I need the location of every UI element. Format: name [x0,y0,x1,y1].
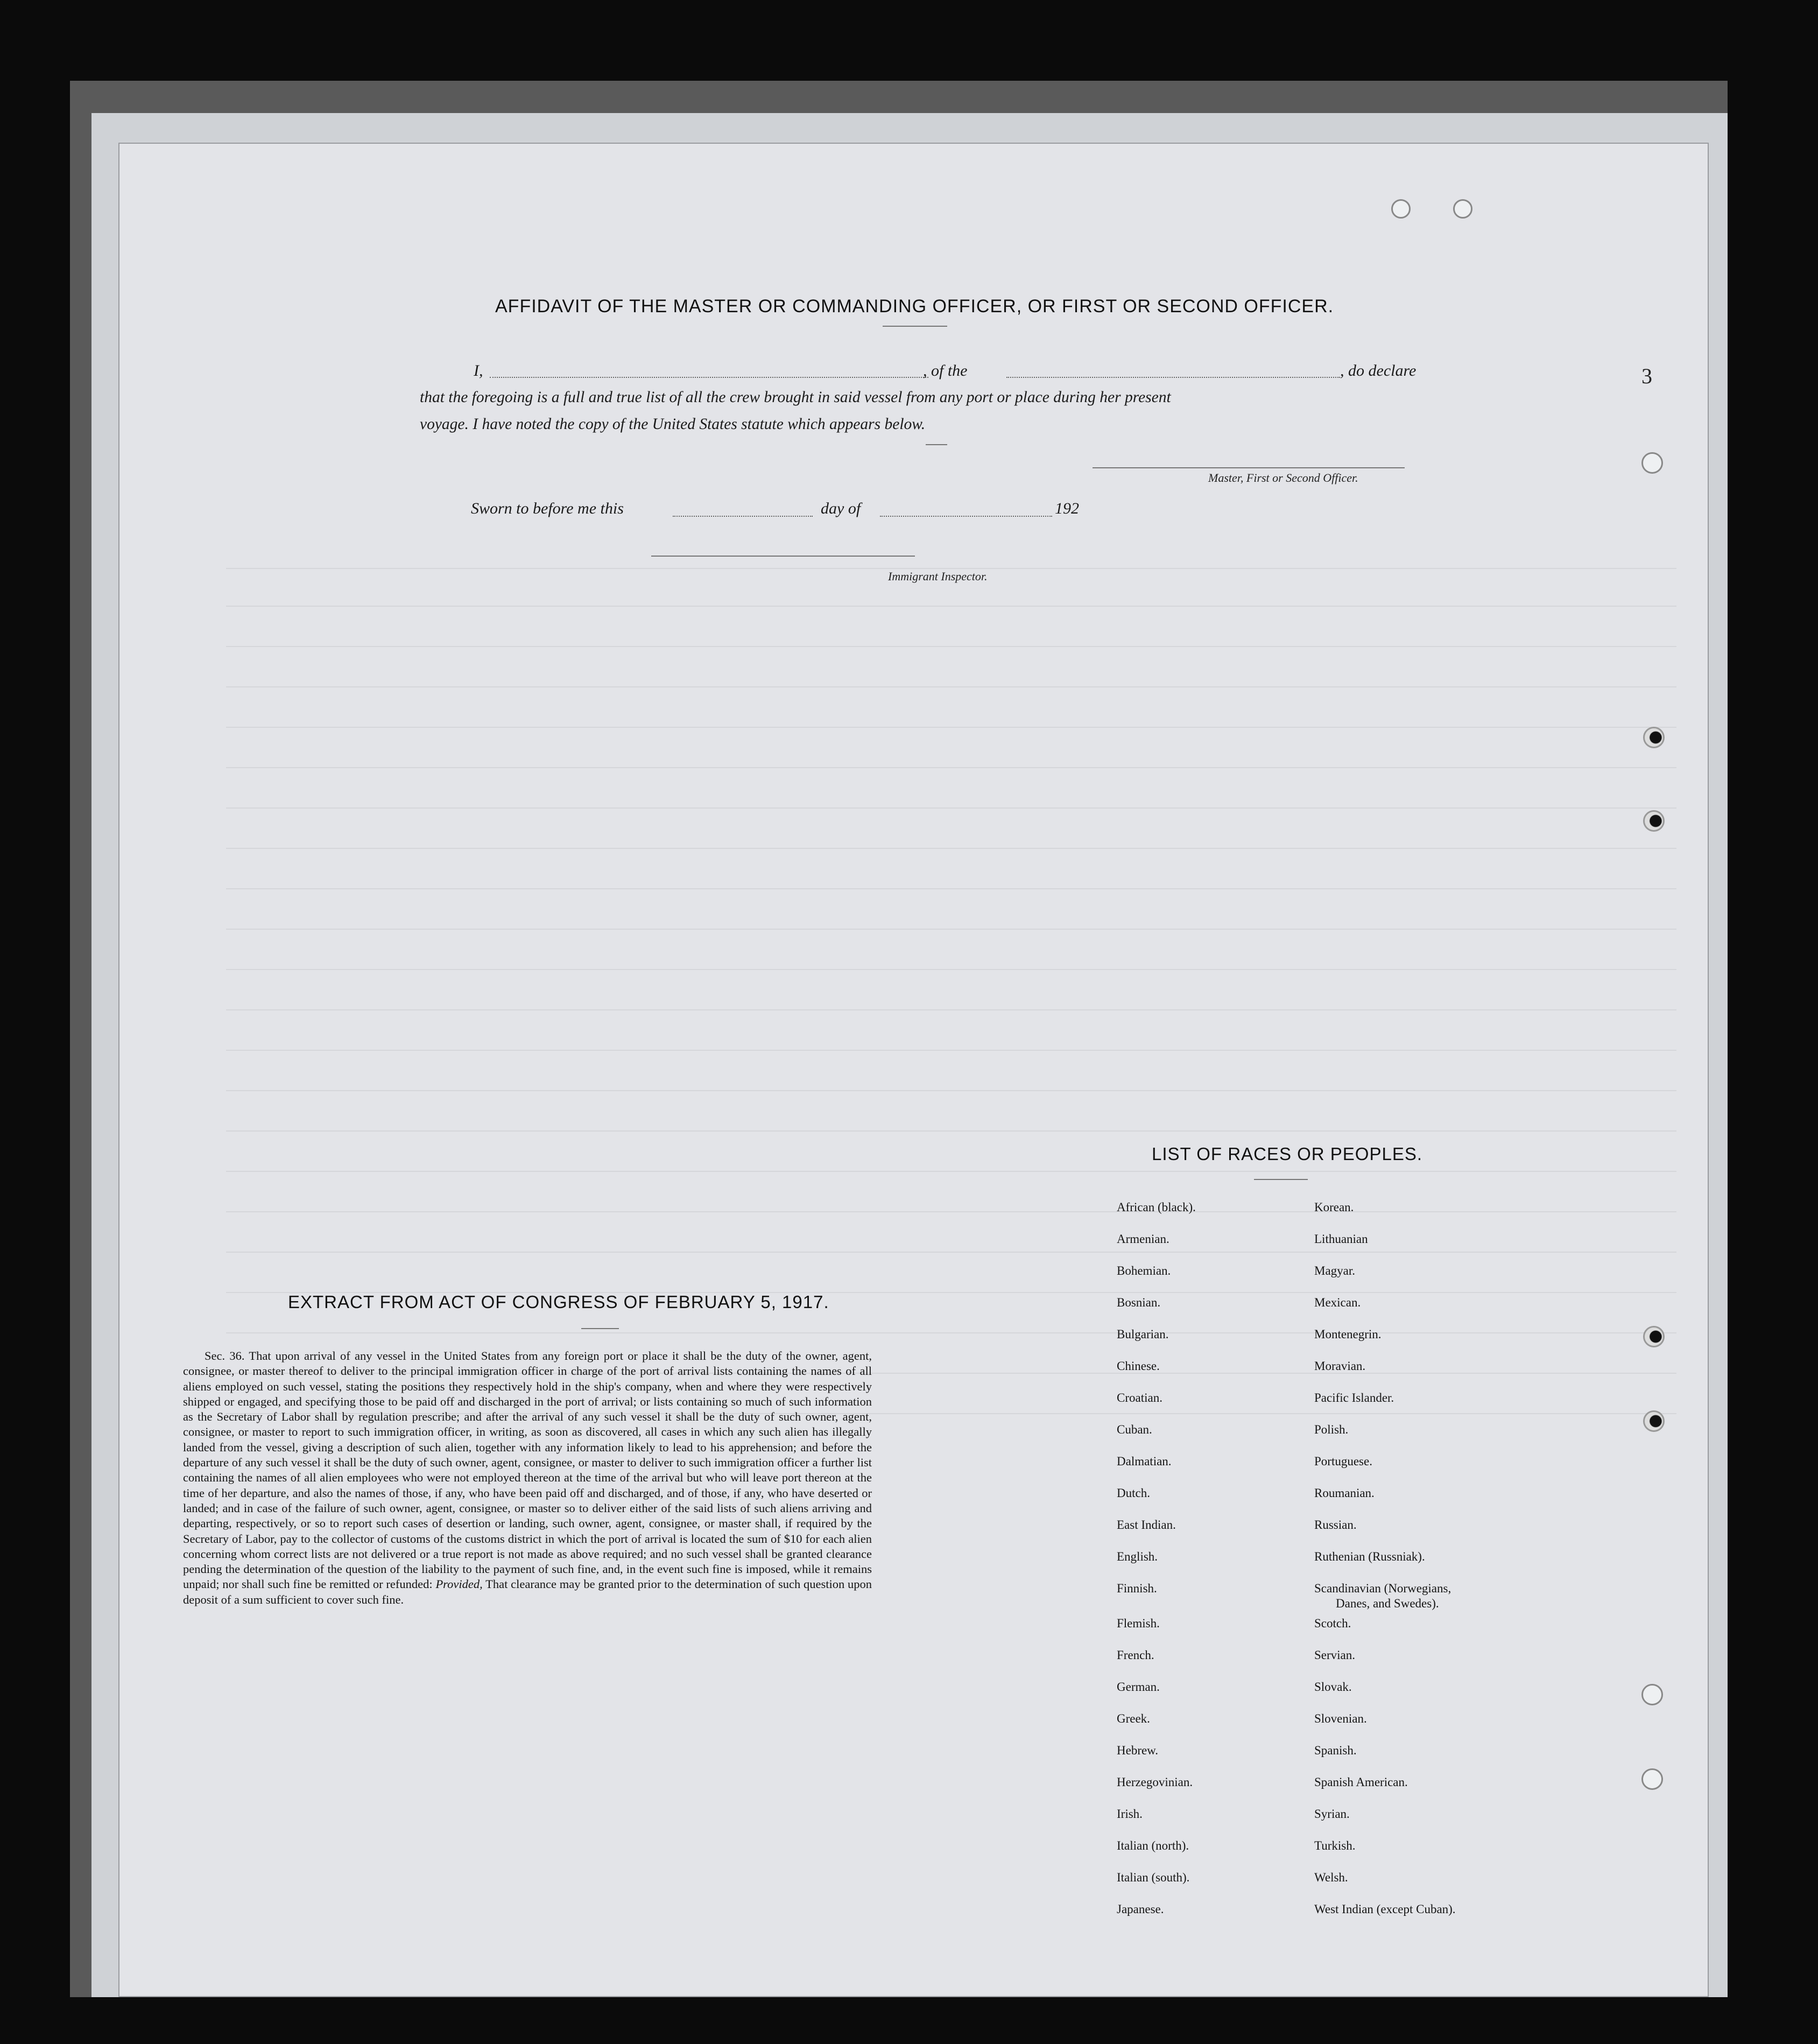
race-item: Korean. [1314,1200,1354,1214]
race-item: Roumanian. [1314,1486,1375,1500]
bleed-through-row [226,568,1676,569]
race-item: Spanish. [1314,1744,1357,1757]
race-item: Portuguese. [1314,1455,1372,1468]
affidavit-body-line1: that the foregoing is a full and true list of all the crew brought in said vessel from any port or place during her present [420,389,1171,406]
bleed-through-row [226,1171,1676,1172]
race-item: African (black). [1117,1200,1196,1214]
bleed-through-row [226,1090,1676,1091]
sworn-label: Sworn to before me this [471,500,624,517]
title-rule [883,326,947,327]
affidavit-body-line2: voyage. I have noted the copy of the United States statute which appears below. [420,416,926,433]
bleed-through-row [226,1252,1676,1253]
race-item: Slovak. [1314,1680,1352,1694]
bleed-through-row [226,646,1676,647]
punch-hole-icon [1641,1768,1663,1790]
punch-hole-icon [1641,452,1663,474]
bleed-through-row [226,686,1676,687]
bleed-through-row [226,807,1676,809]
race-item: Spanish American. [1314,1775,1408,1789]
race-item: Lithuanian [1314,1232,1368,1246]
do-declare-label: , do declare [1340,362,1417,380]
punch-hole-icon [1453,199,1472,219]
day-of-label: day of [821,500,861,517]
vessel-field[interactable] [1006,377,1340,378]
bleed-through-row [226,606,1676,607]
race-item: Scotch. [1314,1617,1351,1630]
race-item: Bulgarian. [1117,1327,1169,1341]
month-field[interactable] [880,516,1052,517]
race-item: German. [1117,1680,1160,1694]
race-item: Scandinavian (Norwegians, [1314,1582,1451,1595]
race-item: Herzegovinian. [1117,1775,1193,1789]
bleed-through-row [226,767,1676,768]
races-title: LIST OF RACES OR PEOPLES. [1152,1144,1423,1164]
race-item-continued: Danes, and Swedes). [1336,1597,1439,1610]
bleed-through-row [226,888,1676,889]
race-item: Syrian. [1314,1807,1350,1821]
race-item: Turkish. [1314,1839,1356,1852]
race-item: Armenian. [1117,1232,1169,1246]
punch-hole-icon [1643,810,1665,832]
extract-body: That upon arrival of any vessel in the United States from any foreign port or place it shall be the duty of the owner, agent, consignee, or master thereof to deliver to the principal immigration officer in charge of the port of arrival lists containing the names of all aliens employed on such vessel, stating the positions they respectively hold in the ship's company, when and where they were respectively shipped or engaged, and specifying those to be paid off and discharged in the port of arrival; or lists containing so much of such information as the Secretary of Labor shall by regulation prescribe; and after the arrival of any such vessel it shall be the duty of such owner, agent, consignee, or master to report to such immigration officer, in writing, as soon as discovered, all cases in which any such alien has illegally landed from the vessel, giving a description of such alien, together with any information likely to lead to his apprehension; and before the departure of any such vessel it shall be the duty of such owner, agent, consignee, or master to deliver to such immigration officer a further list containing the names of all alien employees who were not employed thereon at the time of the arrival but who will leave port thereon at the time of her departure, and also the names of those, if any, who have been paid off and discharged, and of those, if any, who have deserted or landed; and in case of the failure of such owner, agent, consignee, or master so to deliver either of the said lists of such aliens arriving and departing, respectively, or so to report such cases of desertion or landing, such owner, agent, consignee, or master shall, if required by the Secretary of Labor, pay to the collector of customs of the customs district in which the port of arrival is located the sum of $10 for each alien concerning whom correct lists are not delivered or a true report is not made as above required; and no such vessel shall be granted clearance pending the determination of the question of the liability to the payment of such fine, and, in the event such fine is imposed, while it remains unpaid; nor shall such fine be remitted or refunded: [183,1349,872,1591]
race-item: Slovenian. [1314,1712,1367,1725]
race-item: Dutch. [1117,1486,1150,1500]
bleed-through-row [226,1130,1676,1132]
race-item: Italian (south). [1117,1871,1190,1884]
punch-hole-icon [1391,199,1411,219]
name-field[interactable] [490,377,928,378]
race-item: Montenegrin. [1314,1327,1382,1341]
year-label: 192 [1055,500,1079,517]
day-field[interactable] [673,516,813,517]
punch-hole-icon [1643,727,1665,748]
race-item: East Indian. [1117,1518,1176,1532]
race-item: Russian. [1314,1518,1357,1532]
race-item: Bohemian. [1117,1264,1171,1277]
race-item: Cuban. [1117,1423,1152,1436]
bleed-through-row [226,848,1676,849]
bleed-through-row [226,1211,1676,1212]
race-item: Flemish. [1117,1617,1160,1630]
race-item: Hebrew. [1117,1744,1159,1757]
race-item: Pacific Islander. [1314,1391,1394,1404]
race-item: Ruthenian (Russniak). [1314,1550,1425,1563]
inspector-signature-field[interactable] [651,556,915,557]
bleed-through-row [226,1009,1676,1010]
race-item: Magyar. [1314,1264,1356,1277]
bleed-through-row [226,969,1676,970]
race-item: Irish. [1117,1807,1143,1821]
race-item: Italian (north). [1117,1839,1189,1852]
race-item: Japanese. [1117,1902,1164,1916]
race-item: English. [1117,1550,1158,1563]
race-item: Welsh. [1314,1871,1348,1884]
race-item: Mexican. [1314,1296,1361,1309]
inspector-caption: Immigrant Inspector. [888,570,988,583]
punch-hole-icon [1643,1410,1665,1432]
signature-caption: Master, First or Second Officer. [1208,471,1358,484]
race-item: Croatian. [1117,1391,1162,1404]
extract-rule [581,1328,619,1329]
extract-text [183,1348,872,1607]
of-the-label: , of the [923,362,968,380]
punch-hole-icon [1643,1326,1665,1347]
race-item: French. [1117,1648,1154,1662]
bleed-through-row [226,929,1676,930]
extract-body-end: That clearance may be granted prior to the determination of such question upon deposit of a sum sufficient to cover such fine. [183,1577,872,1606]
bleed-through-row [226,1332,1676,1333]
race-item: Dalmatian. [1117,1455,1172,1468]
i-label: I, [474,362,483,380]
extract-title: EXTRACT FROM ACT OF CONGRESS OF FEBRUARY 5, 1917. [288,1292,829,1312]
page-number: 3 [1641,364,1652,388]
race-item: Bosnian. [1117,1296,1161,1309]
punch-hole-icon [1641,1684,1663,1705]
section-label: Sec. 36. [205,1349,245,1362]
race-item: Servian. [1314,1648,1356,1662]
races-rule [1254,1179,1308,1180]
provided-label: Provided, [435,1577,483,1591]
race-item: Chinese. [1117,1359,1160,1373]
bleed-through-row [226,727,1676,728]
race-item: Moravian. [1314,1359,1366,1373]
race-item: West Indian (except Cuban). [1314,1902,1456,1916]
body-rule [926,444,947,445]
signature-field[interactable] [1093,467,1405,468]
race-item: Finnish. [1117,1582,1157,1595]
race-item: Polish. [1314,1423,1349,1436]
affidavit-title: AFFIDAVIT OF THE MASTER OR COMMANDING OFFICER, OR FIRST OR SECOND OFFICER. [495,296,1334,317]
race-item: Greek. [1117,1712,1150,1725]
bleed-through-row [226,1050,1676,1051]
